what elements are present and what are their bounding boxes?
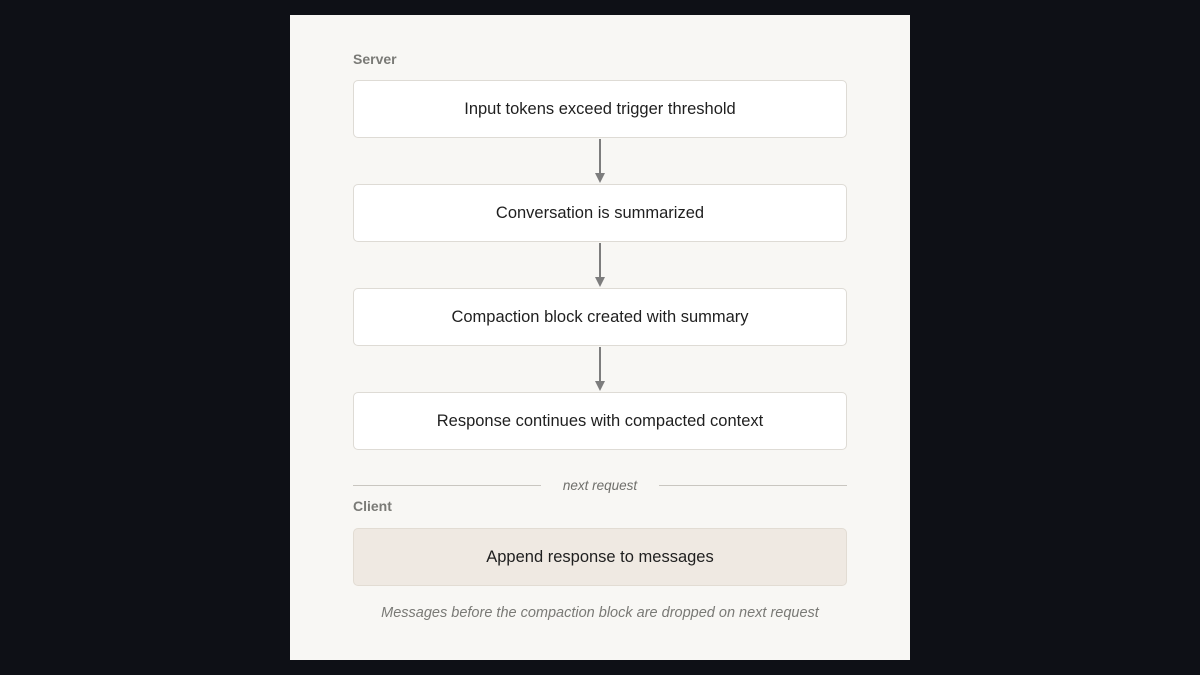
divider-line-right [659, 485, 847, 486]
server-step-4: Response continues with compacted context [353, 392, 847, 450]
arrow-down-icon [590, 347, 610, 393]
server-step-2: Conversation is summarized [353, 184, 847, 242]
server-section-label: Server [353, 51, 397, 67]
next-request-divider-label: next request [562, 478, 638, 493]
footnote: Messages before the compaction block are dropped on next request [381, 605, 819, 621]
flow-diagram-panel [290, 15, 910, 660]
client-step: Append response to messages [353, 528, 847, 586]
server-step-1: Input tokens exceed trigger threshold [353, 80, 847, 138]
divider-line-left [353, 485, 541, 486]
arrow-down-icon [590, 139, 610, 185]
client-section-label: Client [353, 498, 392, 514]
server-step-3: Compaction block created with summary [353, 288, 847, 346]
arrow-down-icon [590, 243, 610, 289]
